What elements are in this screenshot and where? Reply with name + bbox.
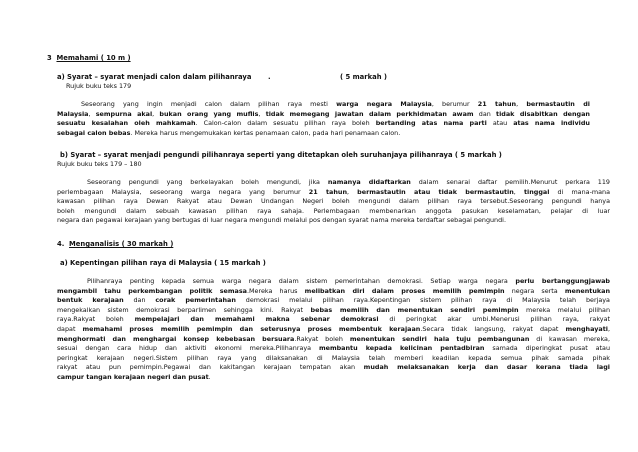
section-3-number: 3 xyxy=(47,54,52,62)
bold-text-run: menghayati xyxy=(565,324,608,333)
text-run: Pilihanraya penting kepada semua warga negara dalam sistem pemerintahan demokrasi. Setiap warga negara xyxy=(87,277,516,285)
section-4a-paragraph xyxy=(57,277,610,383)
text-run: perlembagaan Malaysia, seseorang warga negara yang berumur xyxy=(57,187,309,196)
paragraph-line xyxy=(57,335,610,345)
text-run: , xyxy=(607,324,610,333)
bold-text-run: membantu kepada kelicinan pentadbiran xyxy=(318,344,485,353)
section-4a-heading: a) Kepentingan pilihan raya di Malaysia ( 15 markah ) xyxy=(60,259,266,267)
bold-text-run: namanya didaftarkan xyxy=(327,178,411,186)
paragraph-line xyxy=(57,197,610,207)
bold-text-run: bertanding atas nama parti xyxy=(375,119,487,128)
text-run: Seseorang yang ingin menjadi calon dalam pilihan raya mesti xyxy=(81,100,337,108)
bold-text-run: menghormati dan menghargai konsep kebebasan bersuara xyxy=(57,334,295,343)
section-4-number: 4. xyxy=(57,240,65,248)
bold-text-run: bukan orang yang muflis xyxy=(159,109,259,118)
paragraph-line xyxy=(57,119,590,129)
text-run: mengekalkan sistem demokrasi berparlimen sehingga kini. Rakyat xyxy=(57,305,311,314)
section-3a-marks: ( 5 markah ) xyxy=(340,73,388,81)
text-run: peringkat kerajaan negeri.Sistem pilihan raya yang dilaksanakan di Malaysia telah memberi keadilan kepada semua pihak samada pihak xyxy=(57,353,610,362)
text-run: rakyat atau pun pemimpin.Pegawai dan kakitangan kerajaan tempatan akan xyxy=(57,363,364,372)
bold-text-run: sebagai calon bebas xyxy=(57,128,131,137)
bold-text-run: 21 tahun xyxy=(308,187,348,196)
paragraph-line xyxy=(57,178,610,188)
paragraph-line xyxy=(57,110,590,120)
bold-text-run: Malaysia xyxy=(57,109,89,118)
bold-text-run: sesuatu kesalahan oleh mahkamah xyxy=(57,119,196,128)
bold-text-run: menentukan xyxy=(564,286,610,295)
paragraph-line xyxy=(57,373,610,383)
paragraph-line xyxy=(57,315,610,325)
text-run: samada diperingkat pusat atau xyxy=(484,344,610,353)
paragraph-line xyxy=(57,325,610,335)
text-run: sesuai dengan cara hidup dan aktiviti ekonomi mereka.Pilihanraya xyxy=(57,344,319,353)
bold-text-run: memahami proses memilih pemimpin dan seterusnya proses membentuk kerajaan xyxy=(82,324,421,333)
section-3a-paragraph xyxy=(57,100,590,138)
paragraph-line xyxy=(57,188,610,198)
bold-text-run: tidak disabitkan dengan xyxy=(496,109,590,118)
text-run: demokrasi melalui pilihan raya.Kepentingan sistem pilihan raya di Malaysia telah berjaya xyxy=(235,296,610,305)
section-4-title: Menganalisis ( 30 markah ) xyxy=(69,240,174,248)
paragraph-line xyxy=(57,344,610,354)
text-run: kawasan pilihan raya Dewan Rakyat atau Dewan Undangan Negeri boleh mengundi dalam pilihan raya tersebut.Seseorang pengundi hanya xyxy=(57,197,610,206)
paragraph-line xyxy=(57,354,610,364)
text-run: , xyxy=(88,109,96,118)
text-run: atau xyxy=(486,119,514,128)
paragraph-line xyxy=(57,216,610,226)
section-3a-separator: . xyxy=(268,73,271,81)
section-3-heading xyxy=(47,54,131,64)
bold-text-run: mengambil tahu perkembangan politik semasa xyxy=(57,286,247,295)
text-run: , xyxy=(516,100,527,108)
bold-text-run: mempelajari dan memahami makna sebenar demokrasi xyxy=(134,315,379,324)
text-run: . xyxy=(208,372,211,381)
text-run: dan xyxy=(123,296,156,305)
text-run: .Mereka harus xyxy=(246,286,305,295)
paragraph-line xyxy=(57,363,610,373)
paragraph-line xyxy=(57,277,610,287)
bold-text-run: mudah melaksanakan kerja dan dasar kerana tiada lagi xyxy=(363,363,610,372)
bold-text-run: warga negara Malaysia xyxy=(336,100,432,108)
section-3a-reference: Rujuk buku teks 179 xyxy=(66,82,132,90)
bold-text-run: corak pemerintahan xyxy=(155,296,236,305)
text-run: negara serta xyxy=(504,286,565,295)
bold-text-run: sempurna akal xyxy=(95,109,153,118)
paragraph-line xyxy=(57,207,610,217)
text-run: , xyxy=(347,187,358,196)
text-run: boleh mengundi dalam sebuah kawasan pilihan raya sahaja. Perlembagaan membenarkan anggota pasukan keselamatan, pelajar di luar xyxy=(57,206,610,215)
paragraph-line xyxy=(57,100,590,110)
text-run: . Mereka harus mengemukakan kertas penamaan calon, pada hari penamaan calon. xyxy=(130,128,401,137)
paragraph-line xyxy=(57,306,610,316)
text-run: , berumur xyxy=(431,100,478,108)
section-3a-label: a) Syarat – syarat menjadi calon dalam pilihanraya xyxy=(57,73,252,81)
text-run: di kawasan mereka, xyxy=(529,334,610,343)
text-run: dalam senarai daftar pemilih.Menurut perkara 119 xyxy=(410,178,610,186)
text-run: . Calon-calon dalam sesuatu pilihan raya boleh xyxy=(195,119,376,128)
text-run: raya.Rakyat boleh xyxy=(57,315,135,324)
text-run: Seseorang pengundi yang berkelayakan boleh mengundi, jika xyxy=(87,178,328,186)
text-run: mereka melalui pilihan xyxy=(518,305,610,314)
bold-text-run: bebas memilih dan menentukan sendiri pemimpin xyxy=(310,305,519,314)
bold-text-run: bermastautin atau tidak bermastautin xyxy=(357,187,514,196)
bold-text-run: bentuk kerajaan xyxy=(57,296,124,305)
section-3-title: Memahami ( 10 m ) xyxy=(56,54,131,62)
section-3b-reference: Rujuk buku teks 179 – 180 xyxy=(57,160,142,168)
bold-text-run: bermastautin di xyxy=(526,100,590,108)
text-run: di mana-mana xyxy=(549,187,610,196)
bold-text-run: 21 tahun xyxy=(477,100,517,108)
text-run: di peringkat akar umbi.Menerusi pilihan raya, rakyat xyxy=(378,315,610,324)
bold-text-run: perlu bertanggungjawab xyxy=(515,277,610,285)
bold-text-run: tinggal xyxy=(523,187,550,196)
text-run: negara dan pegawai kerajaan yang bertugas di luar negara mengundi melalui pos dengan syarat nama mereka terdaftar sebagai pengundi. xyxy=(57,216,506,225)
text-run: , xyxy=(258,109,266,118)
paragraph-line xyxy=(57,287,610,297)
paragraph-line xyxy=(57,129,590,139)
text-run: , xyxy=(152,109,160,118)
text-run: dapat xyxy=(57,324,83,333)
section-4-heading xyxy=(57,240,173,250)
bold-text-run: melibatkan diri dalam proses memilih pemimpin xyxy=(304,286,505,295)
bold-text-run: tidak memegang jawatan dalam perkhidmatan awam xyxy=(265,109,474,118)
section-3b-heading: b) Syarat – syarat menjadi pengundi pilihanraya seperti yang ditetapkan oleh suruhanjaya pilihanraya ( 5 markah ) xyxy=(60,151,502,159)
bold-text-run: menentukan sendiri hala tuju pembangunan xyxy=(349,334,530,343)
paragraph-line xyxy=(57,296,610,306)
text-run: .Secara tidak langsung, rakyat dapat xyxy=(420,324,566,333)
bold-text-run: campur tangan kerajaan negeri dan pusat xyxy=(57,372,209,381)
text-run: .Rakyat boleh xyxy=(294,334,350,343)
bold-text-run: atas nama individu xyxy=(513,119,590,128)
text-run: dan xyxy=(473,109,497,118)
text-run: , xyxy=(513,187,524,196)
section-3b-paragraph xyxy=(57,178,610,226)
